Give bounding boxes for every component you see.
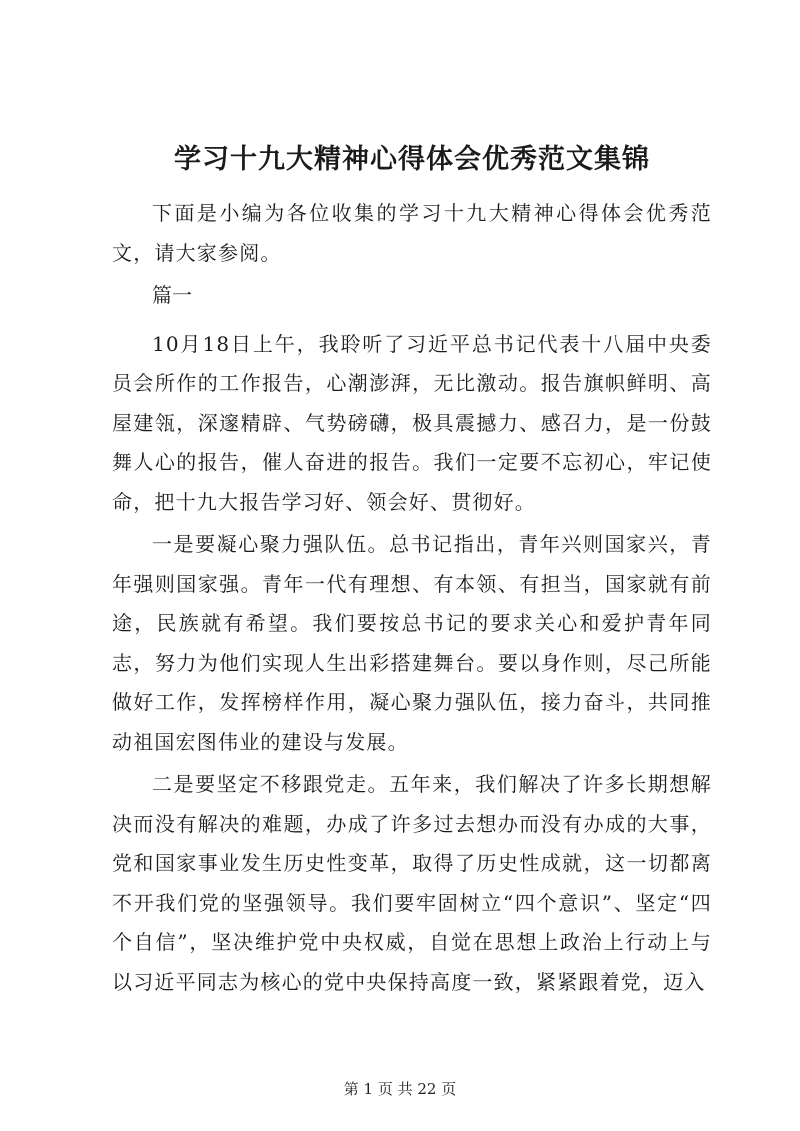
body-paragraph: 二是要坚定不移跟党走。五年来，我们解决了许多长期想解决而没有解决的难题，办成了许多过去想办而没有办成的大事，党和国家事业发生历史性变革，取得了历史性成就，这一切都离不开我们党的坚强领导。我们要牢固树立“四个意识”、坚定“四个自信”，坚决维护党中央权威，自觉在思想上政治上行动上与以习近平同志为核心的党中央保持高度一致，紧紧跟着党，迈入: [112, 772, 712, 994]
document-title: 学习十九大精神心得体会优秀范文集锦: [174, 144, 650, 175]
page-number-footer: 第 1 页 共 22 页: [343, 1080, 457, 1098]
document-page: [112, 130, 712, 1005]
section-heading: 篇一: [152, 283, 192, 307]
intro-paragraph: 下面是小编为各位收集的学习十九大精神心得体会优秀范文，请大家参阅。: [112, 201, 712, 265]
body-paragraph: 一是要凝心聚力强队伍。总书记指出，青年兴则国家兴，青年强则国家强。青年一代有理想、有本领、有担当，国家就有前途，民族就有希望。我们要按总书记的要求关心和爱护青年同志，努力为他们实现人生出彩搭建舞台。要以身作则，尽己所能做好工作，发挥榜样作用，凝心聚力强队伍，接力奋斗，共同推动祖国宏图伟业的建设与发展。: [112, 532, 712, 754]
body-paragraph: 10月18日上午，我聆听了习近平总书记代表十八届中央委员会所作的工作报告，心潮澎湃，无比激动。报告旗帜鲜明、高屋建瓴，深邃精辟、气势磅礴，极具震撼力、感召力，是一份鼓舞人心的报告，催人奋进的报告。我们一定要不忘初心，牢记使命，把十九大报告学习好、领会好、贯彻好。: [112, 331, 712, 514]
